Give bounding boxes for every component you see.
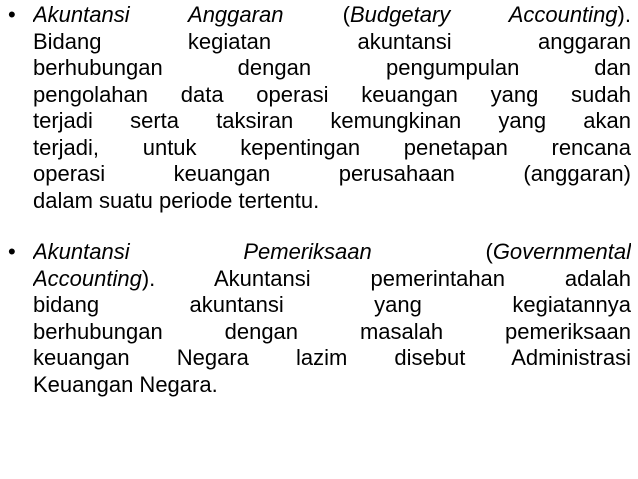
text-segment: Keuangan Negara. [33,371,218,397]
text-line [33,108,631,135]
text-line [33,29,631,56]
bullet-icon: • [8,239,16,264]
text-line [33,2,631,29]
text-segment: terjadi serta taksiran kemungkinan yang akan [33,108,631,133]
text-segment: keuangan Negara lazim disebut Administrasi [33,345,631,370]
text-segment: dalam suatu periode tertentu. [33,187,320,213]
italic-term: Budgetary Accounting [350,2,618,27]
text-line [33,319,631,346]
text-segment: berhubungan dengan pengumpulan dan [33,55,631,80]
italic-term: Governmental [492,239,631,264]
text-segment: bidang akuntansi yang kegiatannya [33,292,631,317]
text-segment: ( [283,2,350,27]
text-line [33,188,631,215]
text-line [33,82,631,109]
text-segment: ). Akuntansi pemerintahan adalah [141,265,631,291]
text-segment: pengolahan data operasi keuangan yang sudah [33,81,631,107]
text-segment: Bidang kegiatan akuntansi anggaran [33,28,631,54]
text-segment: operasi keuangan perusahaan (anggaran) [33,161,631,186]
text-line [33,266,631,293]
text-line [33,161,631,188]
text-line [33,55,631,82]
bullet-icon: • [8,2,16,27]
text-segment: ). [617,2,631,27]
text-segment: ( [371,239,493,264]
italic-term: Akuntansi Anggaran [33,2,284,27]
text-line [33,372,631,399]
text-line [33,292,631,319]
text-segment: terjadi, untuk kepentingan penetapan rencana [33,134,631,160]
text-segment: berhubungan dengan masalah pemeriksaan [33,318,631,344]
text-line [33,135,631,162]
italic-term: Accounting [33,265,142,291]
italic-term: Akuntansi Pemeriksaan [33,239,372,264]
text-line [33,239,631,266]
text-line [33,345,631,372]
